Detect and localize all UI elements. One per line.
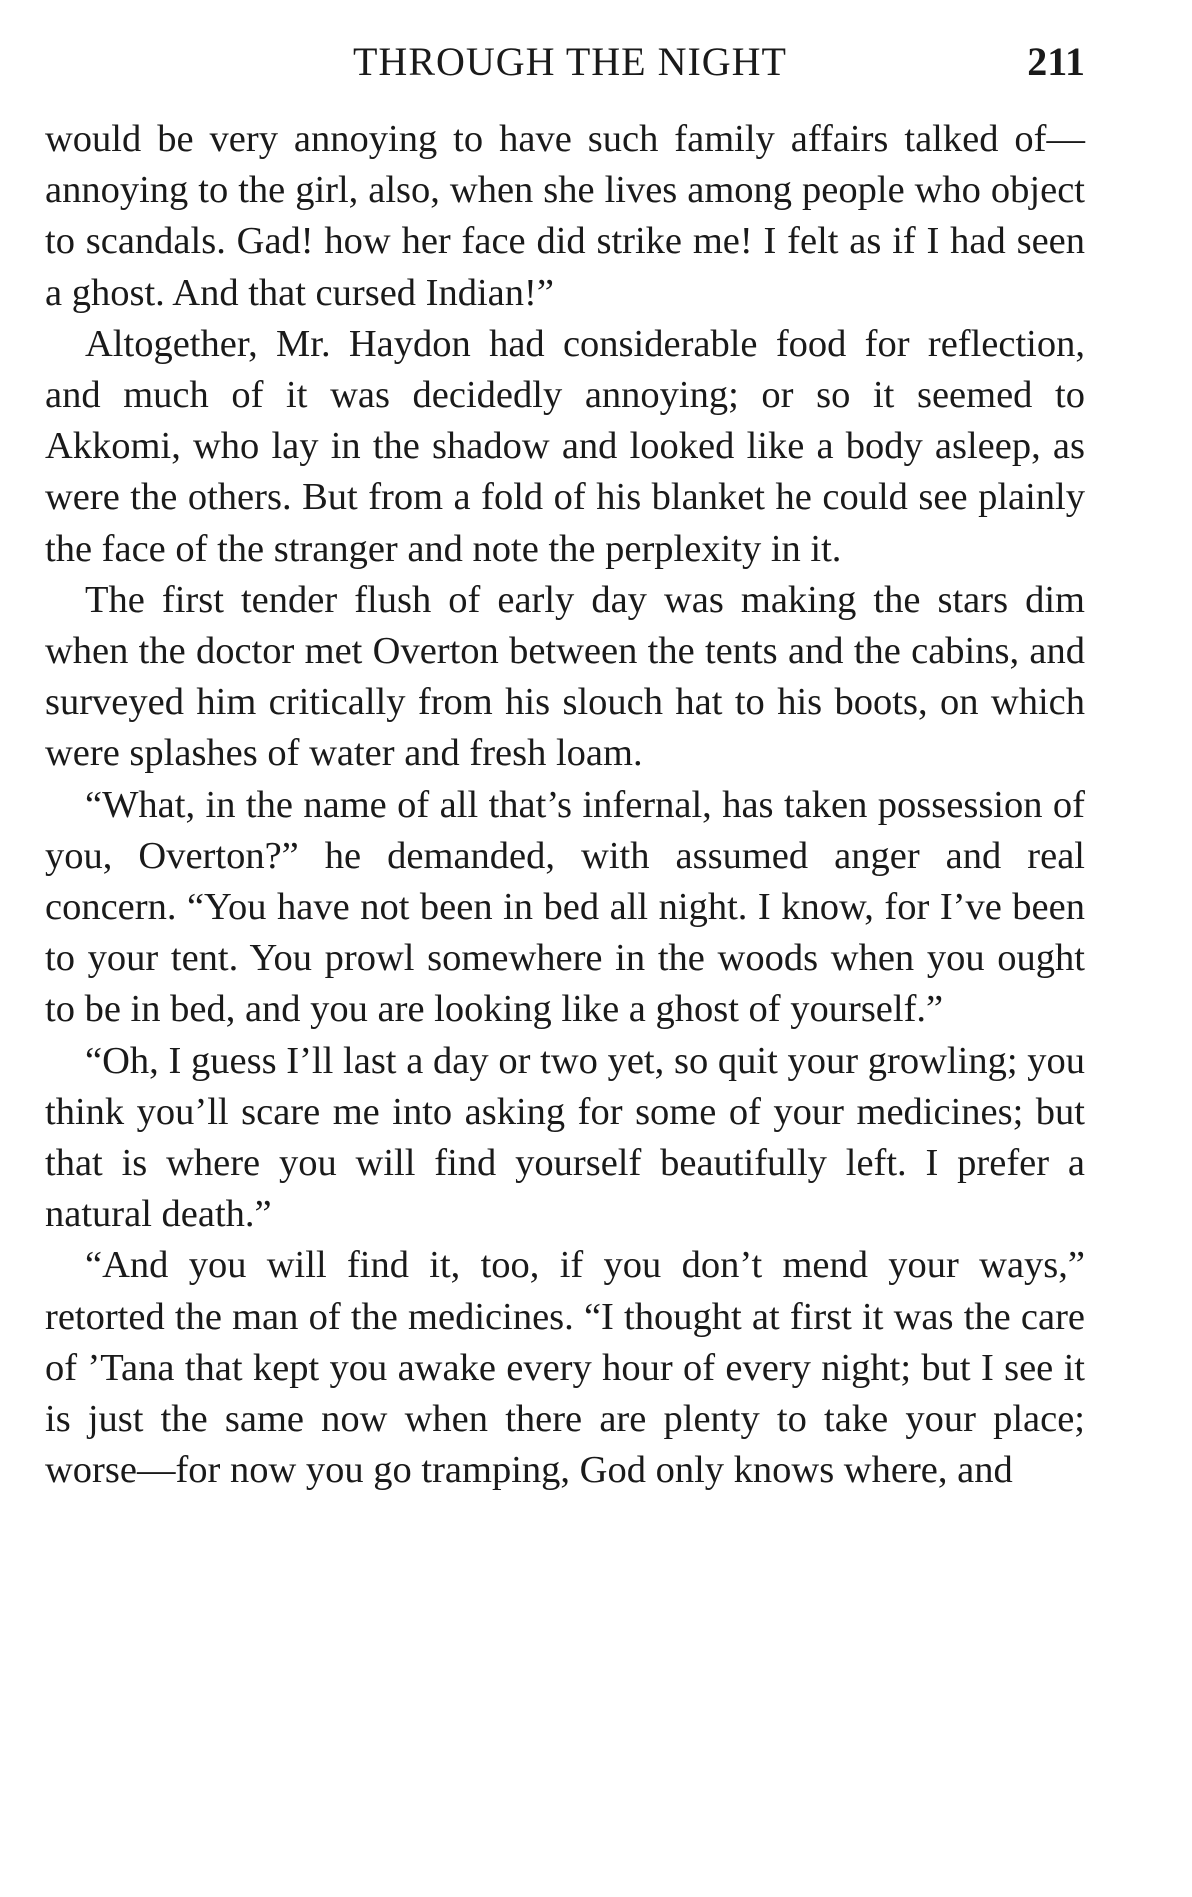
book-page bbox=[45, 30, 1085, 1496]
paragraph: “What, in the name of all that’s infernal, has taken possession of you, Overton?” he demanded, with assumed anger and real concern. “You have not been in bed all night. I know, for I’ve been to your tent. You prowl somewhere in the woods when you ought to be in bed, and you are looking like a ghost of yourself.” bbox=[45, 783, 1085, 1031]
page-number: 211 bbox=[1027, 39, 1085, 84]
paragraph: The first tender flush of early day was making the stars dim when the doctor met Overton between the tents and the cabins, and surveyed him critically from his slouch hat to his boots, on which were splashes of water and fresh loam. bbox=[45, 578, 1085, 775]
paragraph: “And you will find it, too, if you don’t mend your ways,” retorted the man of the medicines. “I thought at first it was the care of ’Tana that kept you awake every hour of every night; but I see it is just the same now when there are plenty to take your place; worse—for now you go tramping, God only knows where, and bbox=[45, 1244, 1085, 1492]
paragraph-continued: would be very annoying to have such family affairs talked of—annoying to the girl, also, when she lives among people who object to scandals. Gad! how her face did strike me! I felt as if I had seen a ghost. And that cursed Indian!” bbox=[45, 118, 1085, 314]
body-text bbox=[45, 114, 1085, 1496]
running-head bbox=[45, 30, 1085, 94]
paragraph: Altogether, Mr. Haydon had considerable food for reflection, and much of it was decidedly annoying; or so it seemed to Akkomi, who lay in the shadow and looked like a body asleep, as were the others. But from a fold of his blanket he could see plainly the face of the stranger and note the perplexity in it. bbox=[45, 322, 1085, 570]
paragraph: “Oh, I guess I’ll last a day or two yet, so quit your growling; you think you’ll scare me into asking for some of your medicines; but that is where you will find yourself beautifully left. I prefer a natural death.” bbox=[45, 1039, 1085, 1236]
running-title: THROUGH THE NIGHT bbox=[353, 39, 787, 84]
